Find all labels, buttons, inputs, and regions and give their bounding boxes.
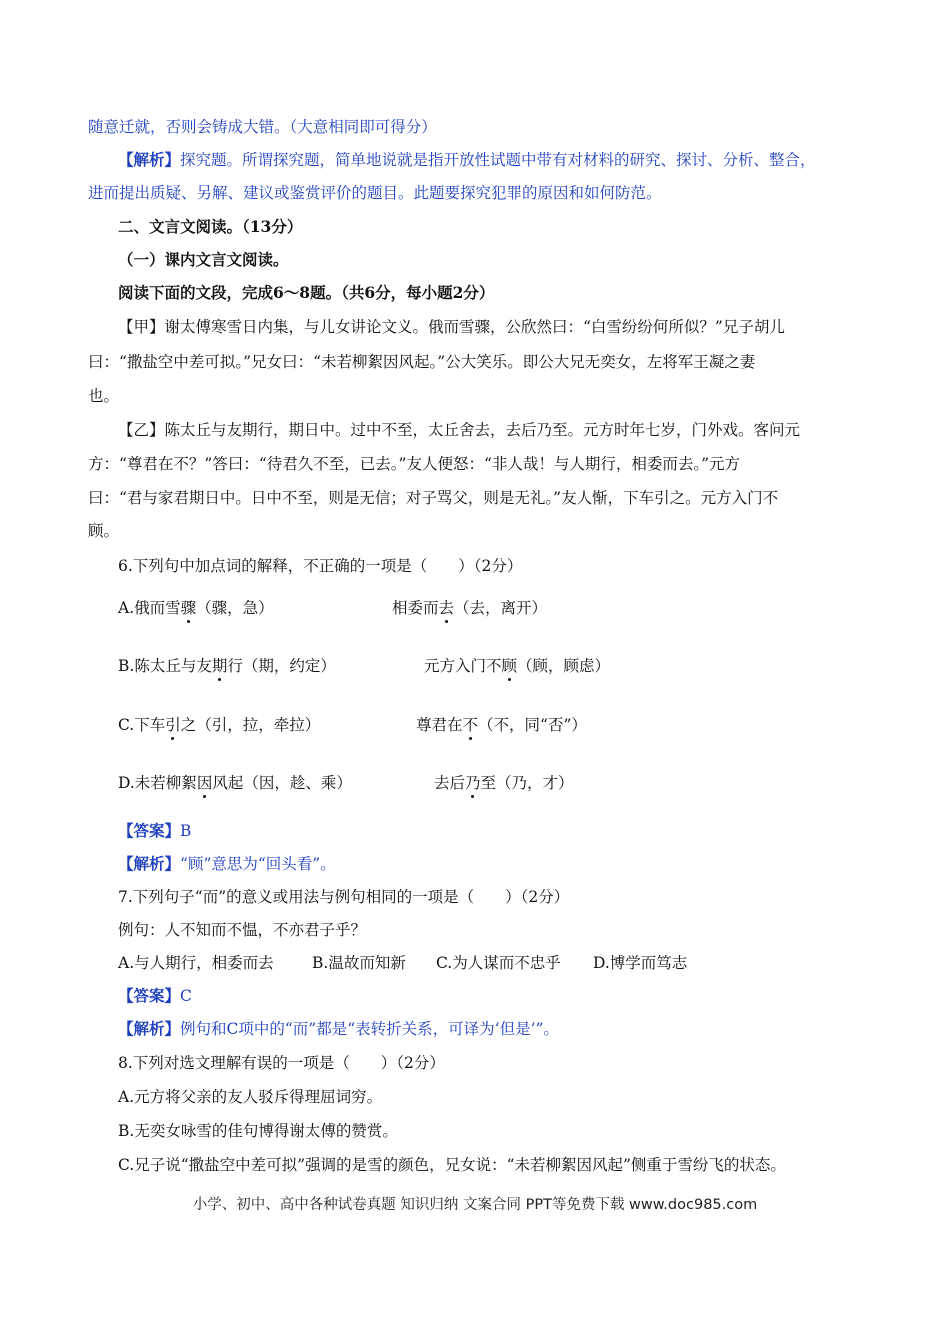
passage-yi-line2: 方：“尊君在不？”答曰：“待君久不至，已去。”友人便怒：“非人哉！与人期行，相委而去。”元方 xyxy=(88,455,741,473)
q6-b1: B.陈太丘与友期行（期，约定） xyxy=(118,657,336,675)
answer-label: 【答案】 xyxy=(118,821,181,840)
q6-option-d[interactable] xyxy=(118,773,880,793)
passage-yi-line3: 曰：“君与家君期日中。日中不至，则是无信；对子骂父，则是无礼。”友人惭，下车引之。元方入门不 xyxy=(88,489,779,507)
q6-option-a[interactable] xyxy=(118,598,880,618)
reading-instruction: 阅读下面的文段，完成6～8题。（共6分，每小题2分） xyxy=(118,283,495,302)
q7-answer xyxy=(118,986,880,1006)
q7-option-a[interactable]: A.与人期行，相委而去 xyxy=(118,954,274,972)
emphasis-dot-char: 乃 xyxy=(465,774,481,792)
q6-a2: 相委而去（去，离开） xyxy=(392,599,548,617)
q6-a1: A.俄而雪骤（骤，急） xyxy=(118,599,274,617)
passage-yi-line1: 【乙】陈太丘与友期行，期日中。过中不至，太丘舍去，去后乃至。元方时年七岁，门外戏。客问元 xyxy=(118,421,801,439)
q6-answer xyxy=(118,821,880,841)
analysis-label: 【解析】 xyxy=(118,150,181,169)
passage-jia-line2: 曰：“撒盐空中差可拟。”兄女曰：“未若柳絮因风起。”公大笑乐。即公大兄无奕女，左将军王凝之妻 xyxy=(88,353,756,371)
q8-option-a[interactable]: A.元方将父亲的友人驳斥得理屈词穷。 xyxy=(118,1088,383,1106)
analysis-text: 探究题。所谓探究题，简单地说就是指开放性试题中带有对材料的研究、探讨、分析、整合， xyxy=(180,151,816,169)
prev-analysis-line2: 进而提出质疑、另解、建议或鉴赏评价的题目。此题要探究犯罪的原因和如何防范。 xyxy=(88,184,662,202)
page-footer: 小学、初中、高中各种试卷真题 知识归纳 文案合同 PPT等免费下载 www.doc985.com xyxy=(192,1197,758,1213)
q6-c2: 尊君在不（不，同“否”） xyxy=(416,716,587,734)
answer-value: C xyxy=(180,987,192,1005)
emphasis-dot-char: 不 xyxy=(462,716,479,734)
analysis-label: 【解析】 xyxy=(118,854,181,873)
section-title: 二、文言文阅读。（13分） xyxy=(118,217,303,236)
emphasis-dot-char: 因 xyxy=(196,774,213,792)
q6-b2: 元方入门不顾（顾，顾虑） xyxy=(424,657,611,675)
analysis-label: 【解析】 xyxy=(118,1019,181,1038)
q7-stem: 7.下列句子“而”的意义或用法与例句相同的一项是（ ）（2分） xyxy=(118,888,570,906)
q7-example: 例句：人不知而不愠，不亦君子乎？ xyxy=(118,921,367,939)
analysis-text: 例句和C项中的“而”都是“表转折关系，可译为‘但是’”。 xyxy=(180,1020,559,1038)
q6-d2: 去后乃至（乃，才） xyxy=(434,774,574,792)
q6-analysis xyxy=(118,854,880,874)
section-subtitle: （一）课内文言文阅读。 xyxy=(118,250,289,269)
passage-yi-line4: 顾。 xyxy=(88,522,120,540)
emphasis-dot-char: 顾 xyxy=(501,657,518,675)
q6-stem: 6.下列句中加点词的解释，不正确的一项是（ ）（2分） xyxy=(118,557,523,575)
passage-jia-line1: 【甲】谢太傅寒雪日内集，与儿女讲论文义。俄而雪骤，公欣然曰：“白雪纷纷何所似？”兄子胡儿 xyxy=(118,318,785,336)
q7-option-b[interactable]: B.温故而知新 xyxy=(312,954,406,972)
answer-value: B xyxy=(180,822,192,840)
q7-options xyxy=(118,953,880,973)
q6-option-b[interactable] xyxy=(118,656,880,676)
q8-stem: 8.下列对选文理解有误的一项是（ ）（2分） xyxy=(118,1054,445,1072)
q8-option-c[interactable]: C.兄子说“撒盐空中差可拟”强调的是雪的颜色，兄女说：“未若柳絮因风起”侧重于雪纷飞的状态。 xyxy=(118,1156,786,1174)
q7-option-d[interactable]: D.博学而笃志 xyxy=(593,954,688,972)
answer-label: 【答案】 xyxy=(118,986,181,1005)
q6-d1: D.未若柳絮因风起（因，趁、乘） xyxy=(118,774,352,792)
prev-answer-continuation: 随意迁就，否则会铸成大错。（大意相同即可得分） xyxy=(88,118,437,136)
q7-option-c[interactable]: C.为人谋而不忠乎 xyxy=(436,954,561,972)
emphasis-dot-char: 骤 xyxy=(180,599,197,617)
prev-analysis xyxy=(118,150,880,170)
emphasis-dot-char: 去 xyxy=(438,599,455,617)
q7-analysis xyxy=(118,1019,880,1039)
emphasis-dot-char: 期 xyxy=(211,657,228,675)
passage-jia-line3: 也。 xyxy=(88,387,120,405)
analysis-text: “顾”意思为“回头看”。 xyxy=(180,855,336,873)
q6-c1: C.下车引之（引，拉，牵拉） xyxy=(118,716,321,734)
emphasis-dot-char: 引 xyxy=(165,716,181,734)
q6-option-c[interactable] xyxy=(118,715,880,735)
q8-option-b[interactable]: B.无奕女咏雪的佳句博得谢太傅的赞赏。 xyxy=(118,1122,398,1140)
